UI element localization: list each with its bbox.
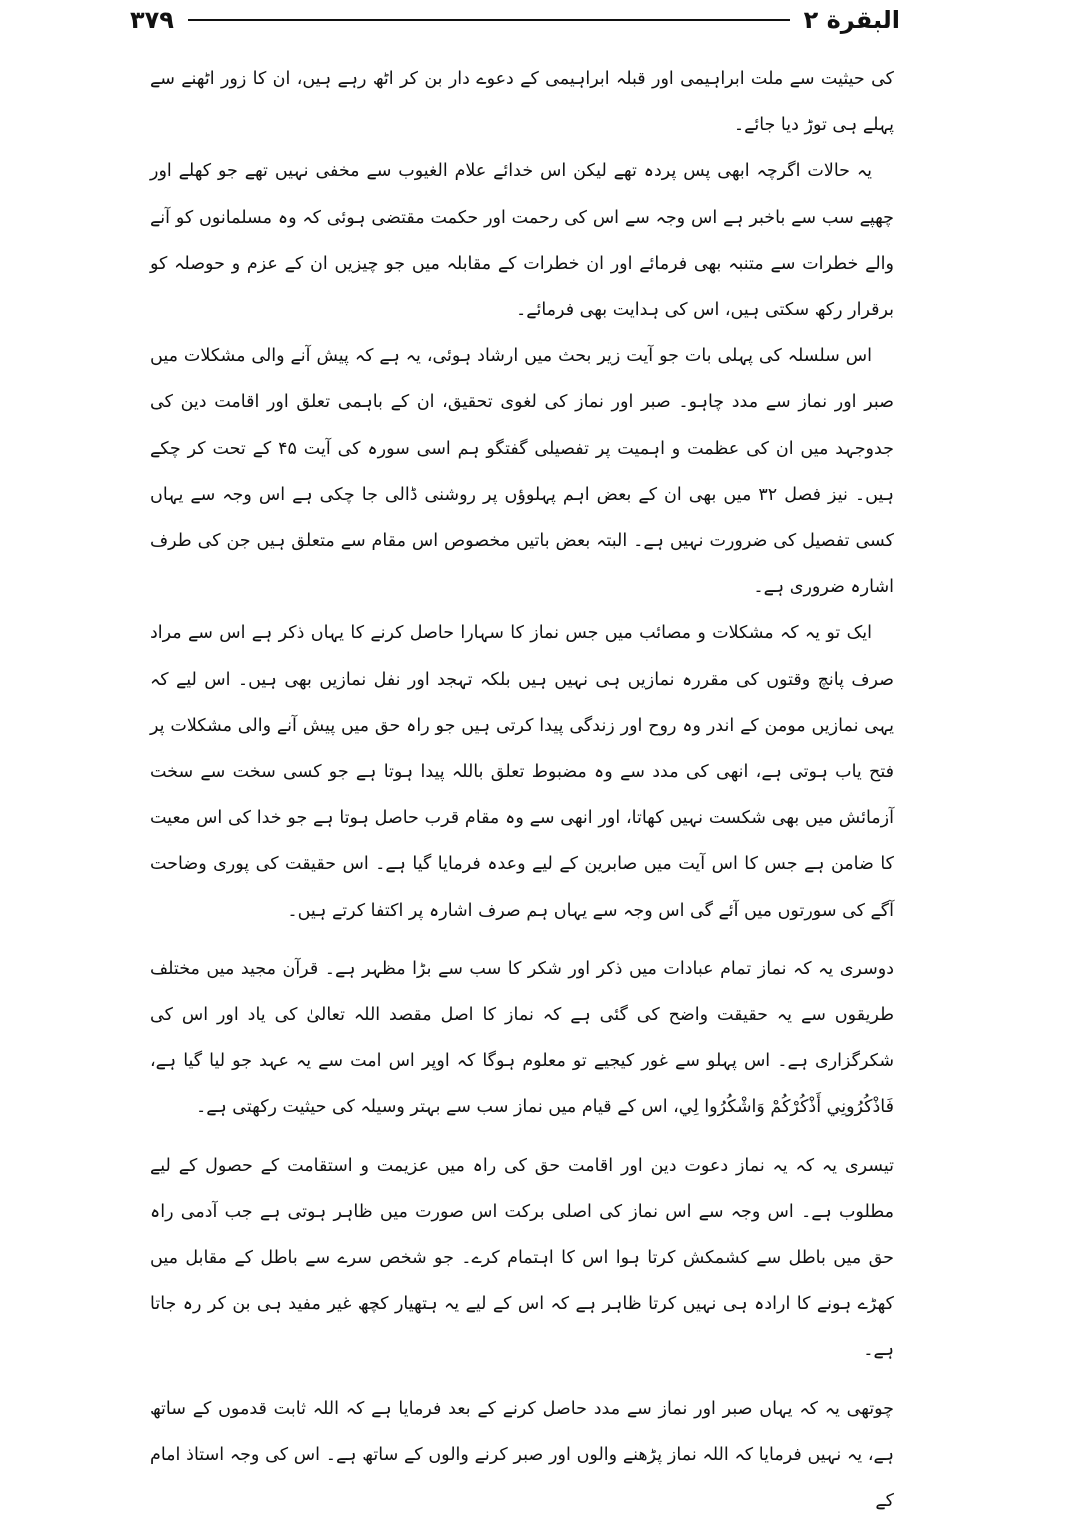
paragraph-5: دوسری یہ کہ نماز تمام عبادات میں ذکر اور شکر کا سب سے بڑا مظہر ہے۔ قرآن مجید میں مختلف طریقوں سے یہ حقیقت واضح کی گئی ہے کہ نماز کا اصل مقصد اللہ تعالیٰ کی یاد اور اس کی شکرگزاری ہے۔ اس پہلو سے غور کیجیے تو معلوم ہوگا کہ اوپر اس امت سے یہ عہد جو لیا گیا ہے، فَاذْكُرُونِي أَذْكُرْكُمْ وَاشْكُرُوا لِي، اس کے قیام میں نماز سب سے بہتر وسیلہ کی حیثیت رکھتی ہے۔ [150,958,894,1118]
running-header [130,0,900,40]
header-rule [188,19,790,21]
page-number: ۳۷۹ [130,6,174,34]
page-body [150,56,894,1512]
paragraph-1: کی حیثیت سے ملت ابراہیمی اور قبلہ ابراہیمی کے دعوے دار بن کر اٹھ رہے ہیں، ان کا زور اٹھنے سے پہلے ہی توڑ دیا جائے۔ [150,69,894,136]
paragraph-3: اس سلسلہ کی پہلی بات جو آیت زیر بحث میں ارشاد ہوئی، یہ ہے کہ پیش آنے والی مشکلات میں صبر اور نماز سے مدد چاہو۔ صبر اور نماز کی لغوی تحقیق، ان کے باہمی تعلق اور اقامت دین کی جدوجہد میں ان کی عظمت و اہمیت پر تفصیلی گفتگو ہم اسی سورہ کی آیت ۴۵ کے تحت کر چکے ہیں۔ نیز فصل ۳۲ میں بھی ان کے بعض اہم پہلوؤں پر روشنی ڈالی جا چکی ہے اس وجہ سے یہاں کسی تفصیل کی ضرورت نہیں ہے۔ البتہ بعض باتیں مخصوص اس مقام سے متعلق ہیں جن کی طرف اشارہ ضروری ہے۔ [150,346,894,598]
paragraph-7: چوتھی یہ کہ یہاں صبر اور نماز سے مدد حاصل کرنے کے بعد فرمایا ہے کہ اللہ ثابت قدموں کے ساتھ ہے، یہ نہیں فرمایا کہ اللہ نماز پڑھنے والوں اور صبر کرنے والوں کے ساتھ ہے۔ اس کی وجہ استاذ امام کے [150,1398,894,1512]
surah-title: البقرة ۲ [803,6,900,34]
paragraph-2: یہ حالات اگرچہ ابھی پس پردہ تھے لیکن اس خدائے علام الغیوب سے مخفی نہیں تھے جو کھلے اور چھپے سب سے باخبر ہے اس وجہ سے اس کی رحمت اور حکمت مقتضی ہوئی کہ وہ مسلمانوں کو آنے والے خطرات سے متنبہ بھی فرمائے اور ان خطرات کے مقابلہ میں جو چیزیں ان کے عزم و حوصلہ کو برقرار رکھ سکتی ہیں، اس کی ہدایت بھی فرمائے۔ [150,161,894,321]
paragraph-6: تیسری یہ کہ یہ نماز دعوت دین اور اقامت حق کی راہ میں عزیمت و استقامت کے حصول کے لیے مطلوب ہے۔ اس وجہ سے اس نماز کی اصلی برکت اس صورت میں ظاہر ہوتی ہے جب آدمی راہ حق میں باطل سے کشمکش کرتا ہوا اس کا اہتمام کرے۔ جو شخص سرے سے باطل کے مقابل میں کھڑے ہونے کا ارادہ ہی نہیں کرتا ظاہر ہے کہ اس کے لیے یہ ہتھیار کچھ غیر مفید ہی بن کر رہ جاتا ہے۔ [150,1155,894,1361]
paragraph-4: ایک تو یہ کہ مشکلات و مصائب میں جس نماز کا سہارا حاصل کرنے کا یہاں ذکر ہے اس سے مراد صرف پانچ وقتوں کی مقررہ نمازیں ہی نہیں ہیں بلکہ تہجد اور نفل نمازیں بھی ہیں۔ اس لیے کہ یہی نمازیں مومن کے اندر وہ روح اور زندگی پیدا کرتی ہیں جو راہ حق میں پیش آنے والی مشکلات پر فتح یاب ہوتی ہے، انھی کی مدد سے وہ مضبوط تعلق باللہ پیدا ہوتا ہے جو کسی سخت سے سخت آزمائش میں بھی شکست نہیں کھاتا، اور انھی سے وہ مقام قرب حاصل ہوتا ہے جو خدا کی اس معیت کا ضامن ہے جس کا اس آیت میں صابرین کے لیے وعدہ فرمایا گیا ہے۔ اس حقیقت کی پوری وضاحت آگے کی سورتوں میں آئے گی اس وجہ سے یہاں ہم صرف اشارہ پر اکتفا کرتے ہیں۔ [150,623,894,921]
